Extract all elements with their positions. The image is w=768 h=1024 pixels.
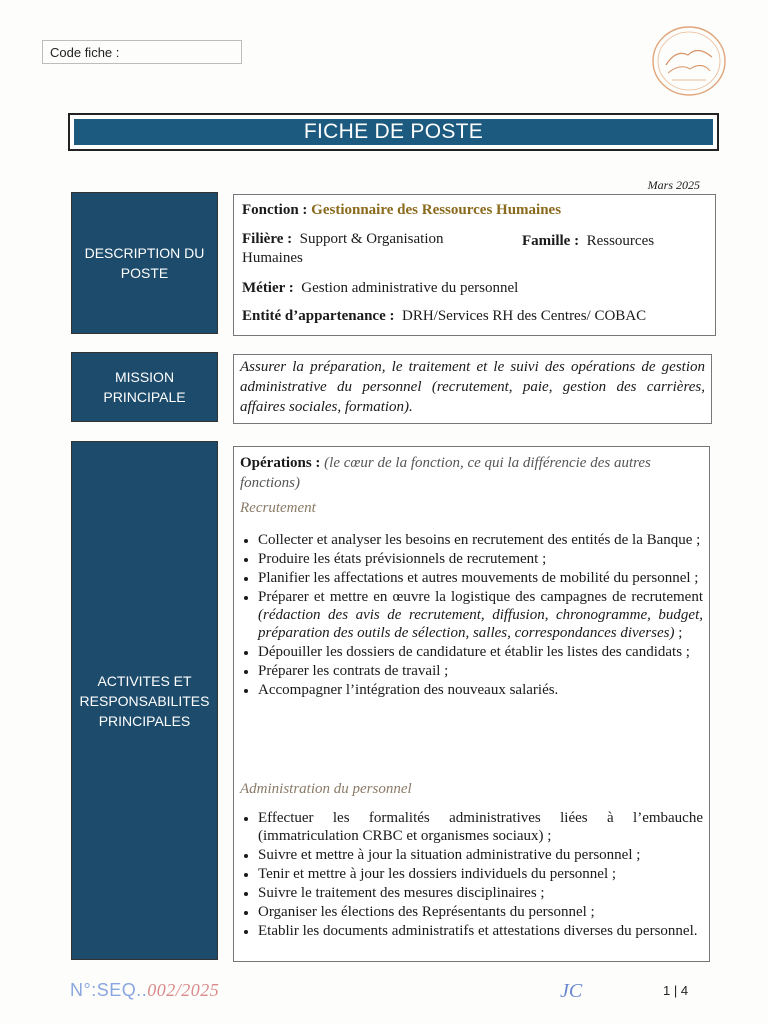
recrutement-heading: Recrutement xyxy=(240,500,316,516)
fonction-row: Fonction : Gestionnaire des Ressources Humaines xyxy=(242,202,562,218)
sequence-number: N°:SEQ..002/2025 xyxy=(70,980,220,1000)
administration-heading: Administration du personnel xyxy=(240,781,412,797)
stamp-seal-icon xyxy=(650,25,728,97)
recrutement-list xyxy=(234,531,703,700)
entite-row: Entité d’appartenance : DRH/Services RH des Centres/ COBAC xyxy=(242,308,647,324)
list-item: • Suivre le traitement des mesures disciplinaires ; xyxy=(258,884,703,902)
section-label-activites: ACTIVITES ET RESPONSABILITES PRINCIPALES xyxy=(71,441,218,960)
filiere-row: Filière : Support & Organisation Humaines xyxy=(242,231,444,266)
list-item: • Préparer les contrats de travail ; xyxy=(258,662,703,680)
list-item: • Organiser les élections des Représentants du personnel ; xyxy=(258,903,703,921)
fonction-value: Gestionnaire des Ressources Humaines xyxy=(311,202,562,218)
page-title: FICHE DE POSTE xyxy=(74,119,713,145)
list-item: • Planifier les affectations et autres mouvements de mobilité du personnel ; xyxy=(258,569,703,587)
activites-box xyxy=(233,446,710,962)
list-item: • Effectuer les formalités administratives liées à l’embauche (immatriculation CRBC et organismes sociaux) ; xyxy=(258,809,703,845)
list-item: • Etablir les documents administratifs et attestations diverses du personnel. xyxy=(258,922,703,940)
list-item: • Suivre et mettre à jour la situation administrative du personnel ; xyxy=(258,846,703,864)
page-number: 1 | 4 xyxy=(663,983,689,998)
mission-box xyxy=(233,354,712,424)
famille-row: Famille : Ressources xyxy=(522,233,655,249)
list-item: • Tenir et mettre à jour les dossiers individuels du personnel ; xyxy=(258,865,703,883)
code-fiche-field xyxy=(42,40,242,64)
administration-list xyxy=(234,809,703,941)
metier-row: Métier : Gestion administrative du personnel xyxy=(242,280,519,296)
list-item: • Collecter et analyser les besoins en recrutement des entités de la Banque ; xyxy=(258,531,703,549)
list-item: • Produire les états prévisionnels de recrutement ; xyxy=(258,550,703,568)
list-item: • Dépouiller les dossiers de candidature et établir les listes des candidats ; xyxy=(258,643,703,661)
mission-text: Assurer la préparation, le traitement et le suivi des opérations de gestion administrative du personnel (recrutement, paie, gestion des carrières, affaires sociales, formation). xyxy=(240,359,705,415)
title-bar xyxy=(68,113,719,151)
operations-heading: Opérations : (le cœur de la fonction, ce qui la différencie des autres fonctions) xyxy=(240,455,651,491)
code-fiche-label: Code fiche : xyxy=(50,45,120,60)
list-item: • Accompagner l’intégration des nouveaux salariés. xyxy=(258,681,703,699)
document-date: Mars 2025 xyxy=(647,178,700,192)
description-box xyxy=(233,194,716,336)
section-label-mission: MISSION PRINCIPALE xyxy=(71,352,218,422)
handwritten-initials: JC xyxy=(560,980,583,1002)
section-label-description: DESCRIPTION DU POSTE xyxy=(71,192,218,334)
list-item: • Préparer et mettre en œuvre la logistique des campagnes de recrutement (rédaction des avis de recrutement, diffusion, chronogramme, budget, préparation des outils de sélection, salles, correspondances diverses) ; xyxy=(258,588,703,642)
